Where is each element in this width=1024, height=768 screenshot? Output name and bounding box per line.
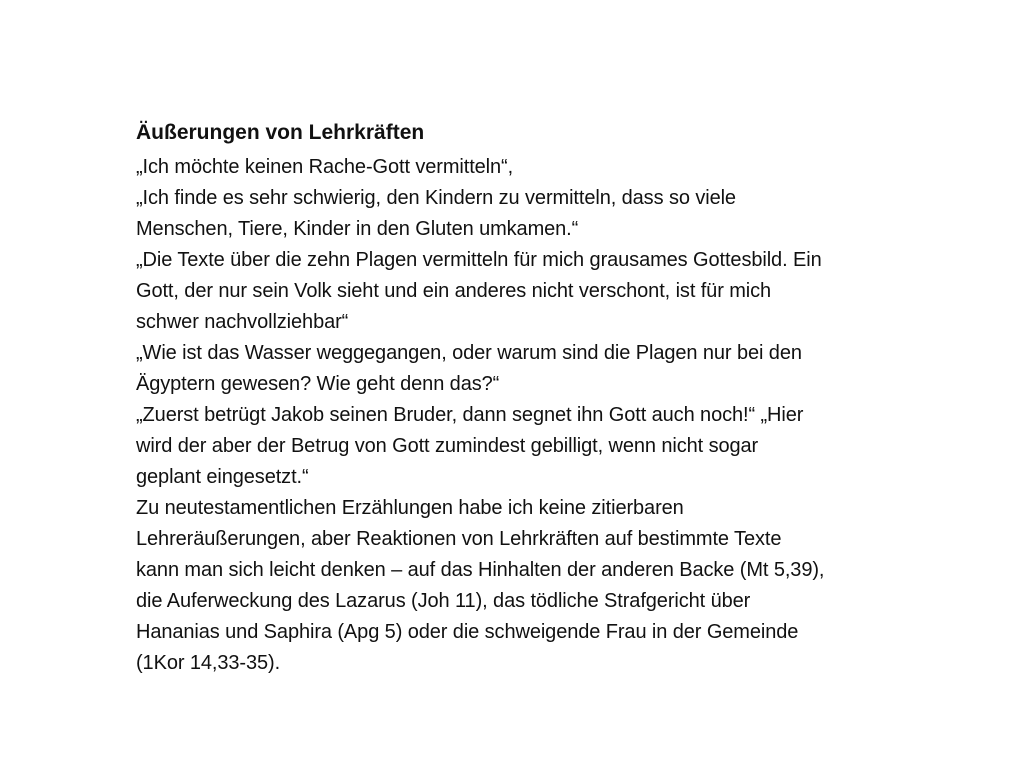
text-line: geplant eingesetzt.“ bbox=[136, 466, 309, 488]
slide-content bbox=[136, 118, 966, 679]
text-line: „Die Texte über die zehn Plagen vermitteln für mich grausames Gottesbild. Ein bbox=[136, 249, 822, 271]
text-line: „Ich finde es sehr schwierig, den Kindern zu vermitteln, dass so viele bbox=[136, 187, 736, 209]
text-line: „Ich möchte keinen Rache-Gott vermitteln“, bbox=[136, 156, 514, 178]
text-line: Lehreräußerungen, aber Reaktionen von Lehrkräften auf bestimmte Texte bbox=[136, 528, 782, 550]
text-line: Hananias und Saphira (Apg 5) oder die schweigende Frau in der Gemeinde bbox=[136, 621, 799, 643]
text-line: Zu neutestamentlichen Erzählungen habe ich keine zitierbaren bbox=[136, 497, 684, 519]
text-line: „Wie ist das Wasser weggegangen, oder warum sind die Plagen nur bei den bbox=[136, 342, 802, 364]
text-line: die Auferweckung des Lazarus (Joh 11), das tödliche Strafgericht über bbox=[136, 590, 751, 612]
text-line: kann man sich leicht denken – auf das Hinhalten der anderen Backe (Mt 5,39), bbox=[136, 559, 825, 581]
slide-body bbox=[136, 152, 966, 679]
text-line: Gott, der nur sein Volk sieht und ein anderes nicht verschont, ist für mich bbox=[136, 280, 772, 302]
text-line: wird der aber der Betrug von Gott zumindest gebilligt, wenn nicht sogar bbox=[136, 435, 759, 457]
text-line: schwer nachvollziehbar“ bbox=[136, 311, 349, 333]
text-line: Menschen, Tiere, Kinder in den Gluten umkamen.“ bbox=[136, 218, 579, 240]
text-line: (1Kor 14,33-35). bbox=[136, 652, 281, 674]
text-line: Ägyptern gewesen? Wie geht denn das?“ bbox=[136, 373, 500, 395]
slide-title: Äußerungen von Lehrkräften bbox=[136, 121, 425, 144]
text-line: „Zuerst betrügt Jakob seinen Bruder, dann segnet ihn Gott auch noch!“ „Hier bbox=[136, 404, 804, 426]
